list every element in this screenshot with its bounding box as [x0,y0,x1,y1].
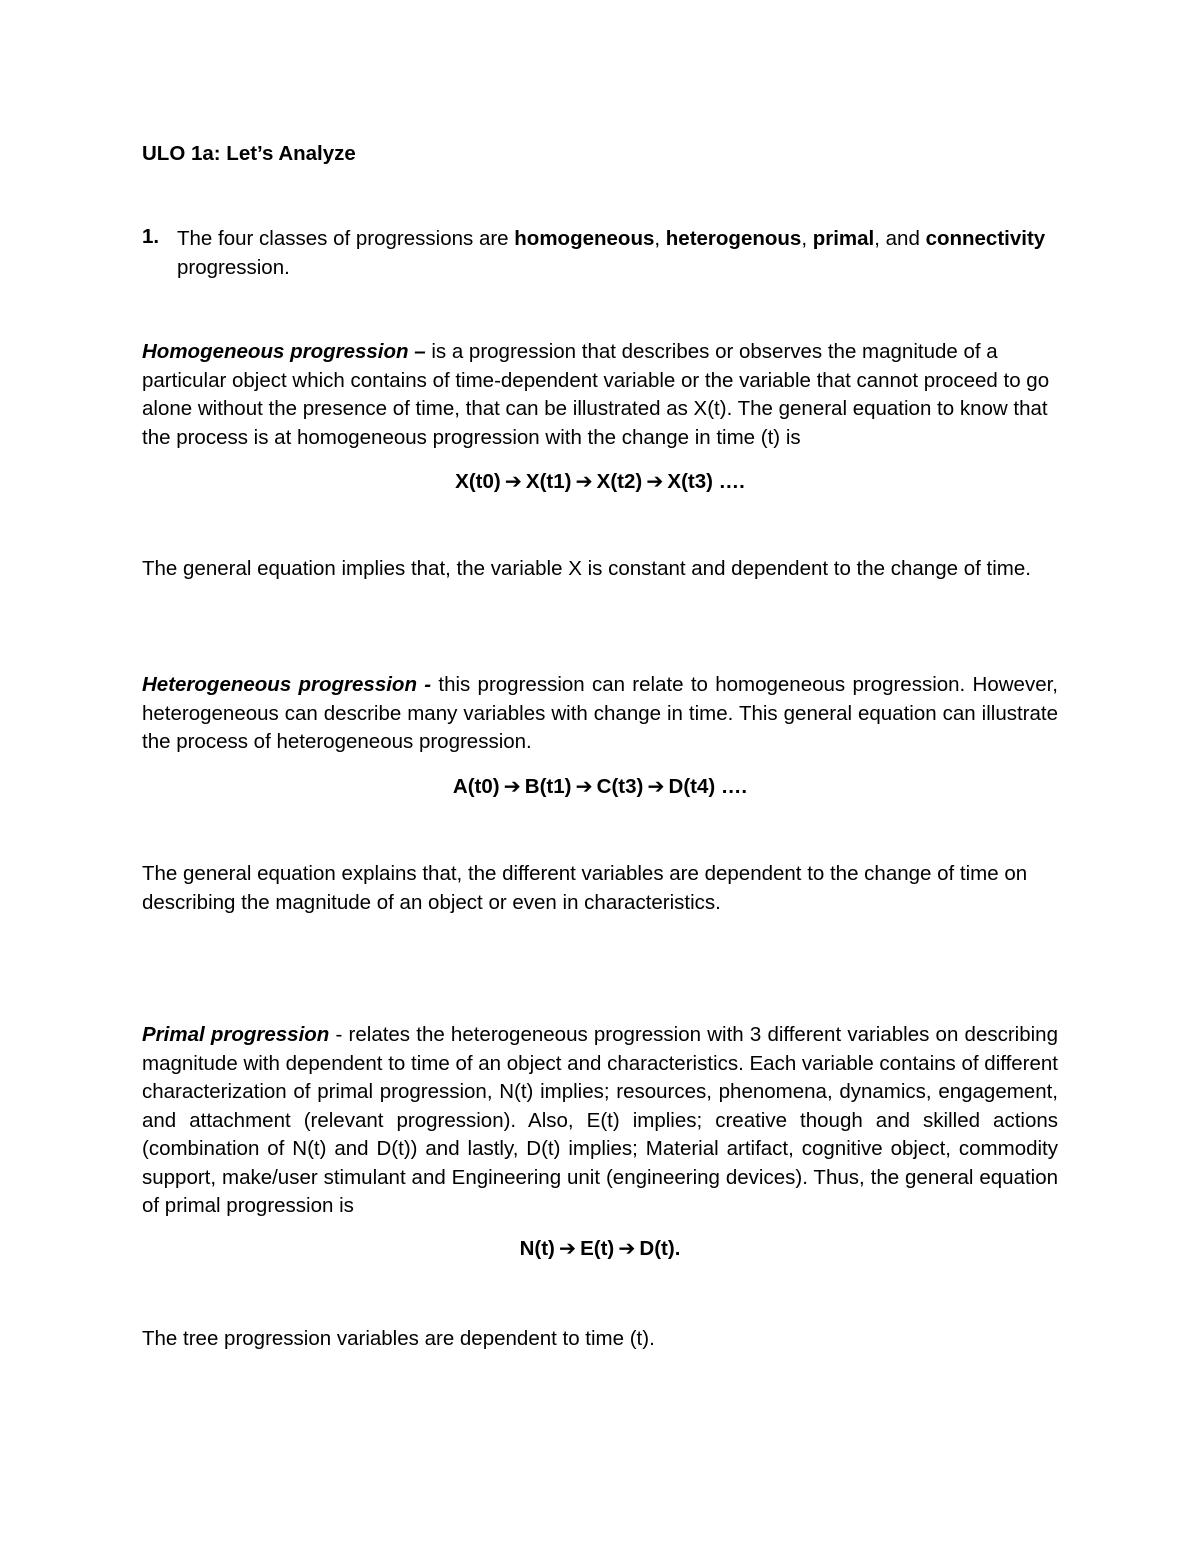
list-item-text [177,225,1058,282]
homogeneous-term: Homogeneous progression – [142,340,426,363]
equation-term: N(t) [519,1237,555,1260]
equation-term: X(t2) [596,470,643,493]
right-arrow-icon: ➔ [575,470,593,493]
list-number: 1. [142,225,160,248]
heterogeneous-text: this progression can relate to homogeneous progression. However, heterogeneous can describe many variables with change in time. This general equation can illustrate the process of heterogeneous progression. [142,673,1058,753]
heterogeneous-note: The general equation explains that, the different variables are dependent to the change of time on describing the magnitude of an object or even in characteristics. [142,862,1028,914]
primal-term: Primal progression [142,1023,330,1046]
homogeneous-equation [142,468,1058,497]
separator: , [801,227,813,250]
page-title: ULO 1a: Let’s Analyze [142,142,356,165]
equation-term: A(t0) [452,775,500,798]
class-primal: primal [812,227,875,250]
right-arrow-icon: ➔ [503,775,521,798]
right-arrow-icon: ➔ [618,1237,636,1260]
heterogeneous-equation [142,773,1058,802]
primal-text: - relates the heterogeneous progression with 3 different variables on describing magnitude with dependent to time of an object and characteristics. Each variable contains of different characterization of primal progression, N(t) implies; resources, phenomena, dynamics, engagement, and attachment (relevant progression). Also, E(t) implies; creative though and skilled actions (combination of N(t) and D(t)) and lastly, D(t) implies; Material artifact, cognitive object, commodity support, make/user stimulant and Engineering unit (engineering devices). Thus, the general equation of primal progression is [142,1023,1058,1217]
class-homogeneous: homogeneous [514,227,655,250]
separator: , [654,227,666,250]
right-arrow-icon: ➔ [504,470,522,493]
equation-term: X(t1) [525,470,572,493]
equation-term: X(t3) …. [667,470,745,493]
heterogeneous-paragraph [142,671,1058,757]
equation-term: D(t). [639,1237,681,1260]
right-arrow-icon: ➔ [575,775,593,798]
primal-paragraph [142,1021,1058,1221]
equation-term: E(t) [580,1237,615,1260]
homogeneous-note: The general equation implies that, the variable X is constant and dependent to the change of time. [142,557,1031,580]
equation-term: D(t4) …. [668,775,748,798]
right-arrow-icon: ➔ [646,470,664,493]
heterogeneous-term: Heterogeneous progression - [142,673,432,696]
intro-text: The four classes of progressions are [177,227,515,250]
document-page [142,0,1058,1553]
homogeneous-paragraph [142,338,1058,452]
equation-term: B(t1) [524,775,572,798]
class-connectivity: connectivity [925,227,1046,250]
class-heterogenous: heterogenous [665,227,802,250]
homogeneous-text: is a progression that describes or observes the magnitude of a particular object which contains of time-dependent variable or the variable that cannot proceed to go alone without the presence of time, that can be illustrated as X(t). The general equation to know that the process is at homogeneous progression with the change in time (t) is [142,340,1050,449]
equation-term: X(t0) [455,470,501,493]
equation-term: C(t3) [596,775,644,798]
list-item-1 [142,225,1058,285]
right-arrow-icon: ➔ [558,1237,577,1260]
end-text: progression. [177,255,290,279]
separator: , and [874,227,926,250]
right-arrow-icon: ➔ [647,775,665,798]
primal-note: The tree progression variables are dependent to time (t). [142,1327,655,1350]
primal-equation [142,1235,1058,1264]
